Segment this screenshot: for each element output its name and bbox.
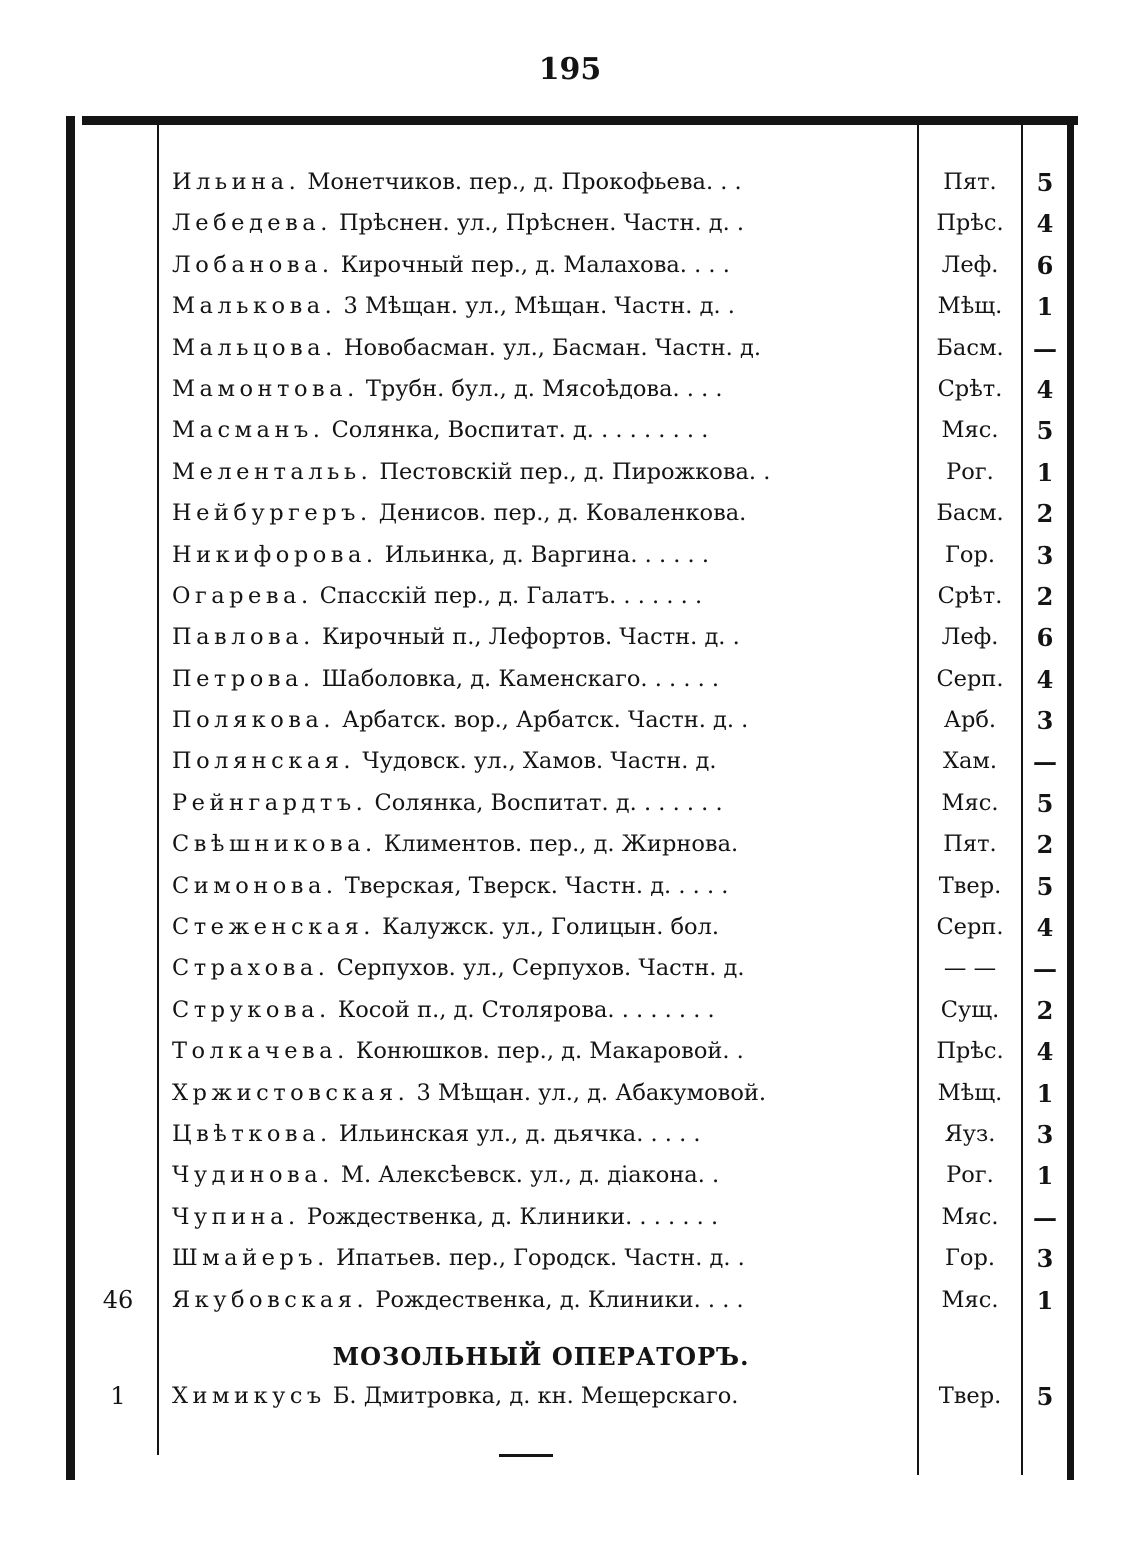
entry-address: Б. Дмитровка, д. кн. Мещерскаго. bbox=[332, 1383, 739, 1409]
entry-address: Конюшков. пер., д. Макаровой. . bbox=[355, 1038, 744, 1065]
entry-number: — bbox=[1033, 747, 1057, 777]
entry-list bbox=[0, 162, 1140, 1321]
entry-surname: Полякова. bbox=[172, 707, 335, 734]
entry-text bbox=[172, 741, 910, 782]
entry-district: Леф. bbox=[941, 624, 999, 651]
entry-row bbox=[0, 369, 1140, 410]
entry-address: Спасскій пер., д. Галатъ. . . . . . . bbox=[319, 582, 703, 609]
entry-number: 4 bbox=[1036, 374, 1054, 404]
entry-address: Калужск. ул., Голицын. бол. bbox=[382, 914, 720, 941]
entry-text bbox=[172, 576, 910, 617]
entry-district: Мѣщ. bbox=[937, 293, 1003, 320]
entry-row bbox=[0, 1073, 1140, 1114]
entry-text bbox=[172, 203, 910, 244]
entry-text bbox=[172, 535, 910, 576]
entry-number: 3 bbox=[1036, 1119, 1054, 1149]
entry-surname: Полянская. bbox=[172, 748, 356, 775]
entry-row bbox=[0, 1197, 1140, 1238]
entry-district: Гор. bbox=[945, 1245, 995, 1272]
entry-district: Срѣт. bbox=[937, 375, 1003, 402]
entry-number: — bbox=[1033, 954, 1057, 984]
entry-surname: Стеженская. bbox=[172, 914, 375, 941]
entry-row bbox=[0, 328, 1140, 369]
entry-text bbox=[172, 948, 910, 989]
entry-text bbox=[172, 369, 910, 410]
entry-surname: Симонова. bbox=[172, 872, 338, 899]
entry-text bbox=[172, 1376, 910, 1417]
entry-number: 2 bbox=[1036, 830, 1054, 860]
entry-address: Рождественка, д. Клиники. . . . bbox=[375, 1286, 744, 1313]
entry-address: Косой п., д. Столярова. . . . . . . . bbox=[337, 996, 715, 1023]
entry-surname: Мелентальь. bbox=[172, 458, 373, 485]
entry-number: 4 bbox=[1036, 664, 1054, 694]
entry-address: Шаболовка, д. Каменскаго. . . . . . bbox=[321, 665, 720, 692]
entry-row bbox=[0, 1238, 1140, 1279]
entry-row bbox=[0, 783, 1140, 824]
entry-surname: Чудинова. bbox=[172, 1162, 334, 1189]
entry-district: Мяс. bbox=[941, 789, 999, 816]
entry-row bbox=[0, 410, 1140, 451]
entry-surname: Страхова. bbox=[172, 955, 330, 982]
entry-number: 4 bbox=[1036, 1037, 1054, 1067]
entry-district: Мяс. bbox=[941, 1203, 999, 1230]
entry-text bbox=[172, 866, 910, 907]
entry-district: Сущ. bbox=[940, 996, 1000, 1023]
entry-address: Денисов. пер., д. Коваленкова. bbox=[378, 500, 747, 527]
entry-district: Серп. bbox=[936, 914, 1004, 941]
entry-number: 2 bbox=[1036, 995, 1054, 1025]
entry-row bbox=[0, 1280, 1140, 1321]
entry-row bbox=[0, 1114, 1140, 1155]
entry-text bbox=[172, 493, 910, 534]
entry-district: — — bbox=[943, 955, 997, 982]
entry-number: — bbox=[1033, 1202, 1057, 1232]
entry-number: 2 bbox=[1036, 581, 1054, 611]
entry-surname: Огарева. bbox=[172, 582, 313, 609]
entry-number: 1 bbox=[1036, 1161, 1054, 1191]
entry-text bbox=[172, 1073, 910, 1114]
entry-address: Трубн. бул., д. Мясоѣдова. . . . bbox=[365, 375, 723, 402]
entry-number: 1 bbox=[1036, 292, 1054, 322]
entry-row bbox=[0, 741, 1140, 782]
page-number: 195 bbox=[538, 52, 602, 87]
entry-surname: Павлова. bbox=[172, 624, 315, 651]
entry-address: Климентов. пер., д. Жирнова. bbox=[383, 831, 739, 858]
entry-text bbox=[172, 783, 910, 824]
entry-text bbox=[172, 824, 910, 865]
entry-number: 1 bbox=[1036, 457, 1054, 487]
entry-row bbox=[0, 824, 1140, 865]
entry-row bbox=[0, 659, 1140, 700]
entry-number: 3 bbox=[1036, 540, 1054, 570]
entry-text bbox=[172, 1238, 910, 1279]
entry-district: Басм. bbox=[936, 500, 1004, 527]
entry-row bbox=[0, 948, 1140, 989]
entry-address: Солянка, Воспитат. д. . . . . . . bbox=[374, 789, 723, 816]
entry-text bbox=[172, 659, 910, 700]
entry-row bbox=[0, 907, 1140, 948]
entry-number: 5 bbox=[1036, 416, 1054, 446]
entry-row bbox=[0, 990, 1140, 1031]
entry-text bbox=[172, 1155, 910, 1196]
entry-surname: Малькова. bbox=[172, 293, 337, 320]
entry-district: Леф. bbox=[941, 251, 999, 278]
entry-surname: Чупина. bbox=[172, 1203, 300, 1230]
entry-surname: Струкова. bbox=[172, 996, 331, 1023]
entry-row bbox=[0, 700, 1140, 741]
entry-address: Арбатск. вор., Арбатск. Частн. д. . bbox=[342, 707, 749, 734]
entry-surname: Масманъ. bbox=[172, 417, 325, 444]
entry-district: Срѣт. bbox=[937, 582, 1003, 609]
entry-number: 1 bbox=[1036, 1078, 1054, 1108]
entry-row bbox=[0, 866, 1140, 907]
entry-text bbox=[172, 1280, 910, 1321]
entry-row bbox=[0, 1031, 1140, 1072]
entry-number: 5 bbox=[1036, 1382, 1054, 1411]
end-dash bbox=[499, 1454, 553, 1457]
entry-text bbox=[172, 328, 910, 369]
entry-number: 5 bbox=[1036, 788, 1054, 818]
entry-row bbox=[0, 203, 1140, 244]
entry-district: Гор. bbox=[945, 541, 995, 568]
entry-address: Ильинка, д. Варгина. . . . . . bbox=[384, 541, 710, 568]
entry-text bbox=[172, 990, 910, 1031]
entry-surname: Якубовская. bbox=[172, 1286, 369, 1313]
entry-number: 5 bbox=[1036, 871, 1054, 901]
entry-address: Серпухов. ул., Серпухов. Частн. д. bbox=[336, 955, 745, 982]
entry-number: 2 bbox=[1036, 499, 1054, 529]
entry-surname: Химикусъ bbox=[172, 1383, 326, 1409]
entry-surname: Шмайеръ. bbox=[172, 1245, 329, 1272]
row-total: 46 bbox=[102, 1285, 134, 1314]
entry-surname: Петрова. bbox=[172, 665, 315, 692]
entry-number: 4 bbox=[1036, 913, 1054, 943]
entry-address: 3 Мѣщан. ул., д. Абакумовой. bbox=[416, 1079, 767, 1106]
section-heading: МОЗОЛЬНЫЙ ОПЕРАТОРЪ. bbox=[332, 1342, 750, 1371]
entry-number: 6 bbox=[1036, 623, 1054, 653]
entry-surname: Лобанова. bbox=[172, 251, 334, 278]
entry-address: Тверская, Тверск. Частн. д. . . . . bbox=[344, 872, 729, 899]
entry-row bbox=[0, 245, 1140, 286]
entry-address: Рождественка, д. Клиники. . . . . . . bbox=[306, 1203, 719, 1230]
entry-number: 4 bbox=[1036, 209, 1054, 239]
entry-address: Пестовскій пер., д. Пирожкова. . bbox=[379, 458, 771, 485]
entry-district: Твер. bbox=[938, 872, 1002, 899]
entry-surname: Никифорова. bbox=[172, 541, 378, 568]
entry-text bbox=[172, 286, 910, 327]
entry-row bbox=[0, 535, 1140, 576]
entry-text bbox=[172, 452, 910, 493]
entry-district: Пят. bbox=[943, 169, 997, 195]
entry-row bbox=[0, 576, 1140, 617]
entry-address: Ипатьев. пер., Городск. Частн. д. . bbox=[335, 1245, 745, 1272]
entry-surname: Лебедева. bbox=[172, 210, 332, 237]
entry-address: Чудовск. ул., Хамов. Частн. д. bbox=[362, 748, 717, 775]
entry-surname: Толкачева. bbox=[172, 1038, 349, 1065]
entry-surname: Мамонтова. bbox=[172, 375, 359, 402]
entry-district: Рог. bbox=[946, 458, 994, 485]
entry-address: Новобасман. ул., Басман. Частн. д. bbox=[343, 334, 761, 361]
entry-address: Кирочный пер., д. Малахова. . . . bbox=[340, 251, 730, 278]
row-total: 1 bbox=[110, 1382, 126, 1410]
entry-row bbox=[0, 286, 1140, 327]
entry-row bbox=[0, 452, 1140, 493]
entry-surname: Рейнгардтъ. bbox=[172, 789, 368, 816]
entry-number: 6 bbox=[1036, 250, 1054, 280]
entry-text bbox=[172, 1031, 910, 1072]
entry-district: Мяс. bbox=[941, 417, 999, 444]
entry-row bbox=[0, 617, 1140, 658]
entry-surname: Нейбургеръ. bbox=[172, 500, 372, 527]
entry-text bbox=[172, 410, 910, 451]
entry-text bbox=[172, 907, 910, 948]
entry-text bbox=[172, 1114, 910, 1155]
operator-entry-row bbox=[0, 1376, 1140, 1417]
entry-district: Твер. bbox=[938, 1383, 1002, 1409]
entry-district: Пят. bbox=[943, 831, 997, 858]
entry-text bbox=[172, 617, 910, 658]
entry-surname: Хржистовская. bbox=[172, 1079, 410, 1106]
entry-address: 3 Мѣщан. ул., Мѣщан. Частн. д. . bbox=[343, 293, 735, 320]
entry-address: М. Алексѣевск. ул., д. діакона. . bbox=[340, 1162, 720, 1189]
entry-row bbox=[0, 493, 1140, 534]
entry-text bbox=[172, 700, 910, 741]
entry-number: 1 bbox=[1036, 1285, 1054, 1315]
entry-text bbox=[172, 245, 910, 286]
entry-address: Кирочный п., Лефортов. Частн. д. . bbox=[321, 624, 740, 651]
entry-district: Яуз. bbox=[944, 1120, 996, 1147]
top-rule bbox=[82, 116, 1078, 125]
entry-row bbox=[0, 162, 1140, 203]
entry-district: Арб. bbox=[943, 707, 997, 734]
entry-district: Прѣс. bbox=[936, 1038, 1004, 1065]
entry-district: Прѣс. bbox=[936, 210, 1004, 237]
entry-address: Солянка, Воспитат. д. . . . . . . . . bbox=[331, 417, 709, 444]
entry-district: Мѣщ. bbox=[937, 1079, 1003, 1106]
entry-address: Ильинская ул., д. дьячка. . . . . bbox=[338, 1120, 701, 1147]
entry-text bbox=[172, 1197, 910, 1238]
entry-surname: Цвѣткова. bbox=[172, 1120, 332, 1147]
entry-surname: Свѣшникова. bbox=[172, 831, 377, 858]
entry-number: 3 bbox=[1036, 706, 1054, 736]
entry-district: Серп. bbox=[936, 665, 1004, 692]
entry-number: — bbox=[1033, 333, 1057, 363]
entry-district: Рог. bbox=[946, 1162, 994, 1189]
entry-address: Монетчиков. пер., д. Прокофьева. . . bbox=[307, 169, 742, 195]
entry-address: Прѣснен. ул., Прѣснен. Частн. д. . bbox=[339, 210, 745, 237]
entry-district: Басм. bbox=[936, 334, 1004, 361]
entry-surname: Ильина. bbox=[172, 169, 301, 195]
entry-row bbox=[0, 1155, 1140, 1196]
entry-surname: Мальцова. bbox=[172, 334, 337, 361]
entry-number: 5 bbox=[1036, 168, 1054, 197]
entry-number: 3 bbox=[1036, 1244, 1054, 1274]
entry-district: Хам. bbox=[942, 748, 998, 775]
entry-district: Мяс. bbox=[941, 1286, 999, 1313]
entry-text bbox=[172, 162, 910, 203]
